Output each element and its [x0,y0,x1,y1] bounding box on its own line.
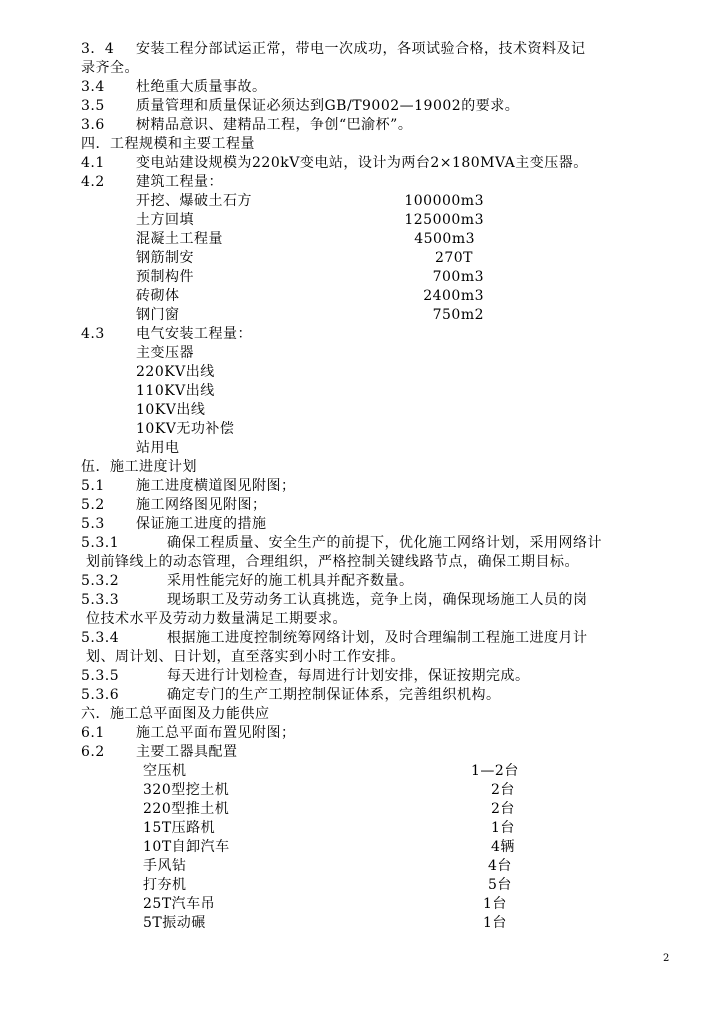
tool-name: 空压机 [143,763,187,779]
text-line [81,155,588,172]
tool-quantity: 4台 [488,858,512,874]
clause-text: 杜绝重大质量事故。 [136,79,267,95]
text-line [81,516,267,533]
item-name: 土方回填 [136,212,194,228]
tool-quantity: 1—2台 [471,763,519,779]
text-line [81,668,530,685]
text-line [81,60,139,77]
clause-text: 确保工程质量、安全生产的前提下，优化施工网络计划，采用网络计 [167,535,602,551]
text-line [81,98,519,115]
text-line [81,592,588,609]
list-item: 主变压器 [136,345,194,361]
clause-number: 5.1 [81,478,105,494]
clause-number: 四． [81,136,110,152]
item-name: 预制构件 [136,269,194,285]
tool-quantity: 2台 [491,801,515,817]
clause-number: 4.1 [81,155,105,171]
item-name: 钢门窗 [136,307,180,323]
clause-text: 现场职工及劳动务工认真挑选，竞争上岗，确保现场施工人员的岗 [167,592,588,608]
text-line [81,41,586,58]
item-name: 钢筋制安 [136,250,194,266]
tool-quantity: 1台 [491,820,515,836]
text-line [81,497,267,514]
text-line [81,79,267,96]
clause-text: 安装工程分部试运正常，带电一次成功，各项试验合格，技术资料及记 [136,41,586,57]
clause-number: 5.2 [81,497,105,513]
clause-number: 3.5 [81,98,105,114]
tool-quantity: 5台 [488,877,512,893]
tool-quantity: 2台 [491,782,515,798]
clause-number: 6.1 [81,725,105,741]
text-line [81,117,412,134]
section-heading [81,706,270,723]
text-line [81,687,501,704]
text-line [81,630,588,647]
tool-name: 手风钻 [143,858,187,874]
list-item: 110KV出线 [136,383,215,399]
clause-text: 变电站建设规模为220kV变电站，设计为两台2×180MVA主变压器。 [136,155,588,171]
tool-name: 220型推土机 [143,801,230,817]
section-heading [81,459,197,476]
clause-text: 保证施工进度的措施 [136,516,267,532]
clause-text: 确定专门的生产工期控制保证体系，完善组织机构。 [167,687,501,703]
clause-number: 5.3 [81,516,105,532]
item-quantity: 700m3 [432,269,484,285]
item-name: 开挖、爆破土石方 [136,193,252,209]
item-quantity: 125000m3 [404,212,484,228]
clause-text: 每天进行计划检查，每周进行计划安排，保证按期完成。 [167,668,530,684]
tool-name: 打夯机 [143,877,187,893]
item-quantity: 270T [434,250,473,266]
text-line [81,535,602,552]
tool-quantity: 4辆 [491,839,515,855]
clause-number: 3.6 [81,117,105,133]
clause-text: 施工总平面布置见附图； [136,725,296,741]
clause-number: 5.3.3 [81,592,120,608]
clause-number: 5.3.4 [81,630,120,646]
tool-name: 5T振动碾 [143,915,206,931]
list-item: 10KV无功补偿 [136,421,235,437]
clause-number: 3．4 [81,41,115,57]
list-item: 10KV出线 [136,402,206,418]
section-heading [81,136,255,153]
clause-number: 5.3.5 [81,668,120,684]
text-line: 划、周计划、日计划，直至落实到小时工作安排。 [86,649,405,665]
tool-name: 15T压路机 [143,820,216,836]
list-item: 220KV出线 [136,364,215,380]
clause-text: 质量管理和质量保证必须达到GB/T9002—19002的要求。 [136,98,520,114]
clause-number: 六． [81,706,110,722]
clause-number: 3.4 [81,79,105,95]
clause-text: 建筑工程量： [136,174,223,190]
clause-number: 6.2 [81,744,105,760]
clause-text: 施工网络图见附图； [136,497,267,513]
text-line [81,744,238,761]
clause-text: 根据施工进度控制统筹网络计划，及时合理编制工程施工进度月计 [167,630,588,646]
text-line: 划前锋线上的动态管理，合理组织，严格控制关键线路节点，确保工期目标。 [86,554,579,570]
text-line [81,478,296,495]
tool-name: 25T汽车吊 [143,896,216,912]
clause-text: 电气安装工程量： [136,326,252,342]
text-line [81,326,252,343]
clause-number: 5.3.6 [81,687,120,703]
clause-text: 采用性能完好的施工机具并配齐数量。 [167,573,414,589]
text-line: 位技术水平及劳动力数量满足工期要求。 [86,611,347,627]
list-item: 站用电 [136,440,180,456]
clause-text: 主要工器具配置 [136,744,238,760]
item-name: 砖砌体 [136,288,180,304]
item-quantity: 750m2 [432,307,484,323]
clause-text: 施工进度横道图见附图； [136,478,296,494]
tool-quantity: 1台 [483,915,507,931]
text-line [81,725,296,742]
page-number: 2 [663,953,670,964]
clause-number: 伍． [81,459,110,475]
clause-text: 树精品意识、建精品工程，争创“巴渝杯”。 [136,117,413,133]
clause-number: 5.3.1 [81,535,120,551]
clause-text: 录齐全。 [81,60,139,76]
clause-number: 4.3 [81,326,105,342]
clause-text: 施工总平面图及力能供应 [110,706,270,722]
clause-number: 4.2 [81,174,105,190]
tool-name: 320型挖土机 [143,782,230,798]
item-name: 混凝土工程量 [136,231,223,247]
item-quantity: 2400m3 [423,288,484,304]
tool-quantity: 1台 [483,896,507,912]
text-line [81,174,223,191]
clause-text: 工程规模和主要工程量 [110,136,255,152]
text-line [81,573,414,590]
clause-text: 施工进度计划 [110,459,197,475]
tool-name: 10T自卸汽车 [143,839,230,855]
item-quantity: 4500m3 [414,231,475,247]
item-quantity: 100000m3 [404,193,484,209]
clause-number: 5.3.2 [81,573,120,589]
